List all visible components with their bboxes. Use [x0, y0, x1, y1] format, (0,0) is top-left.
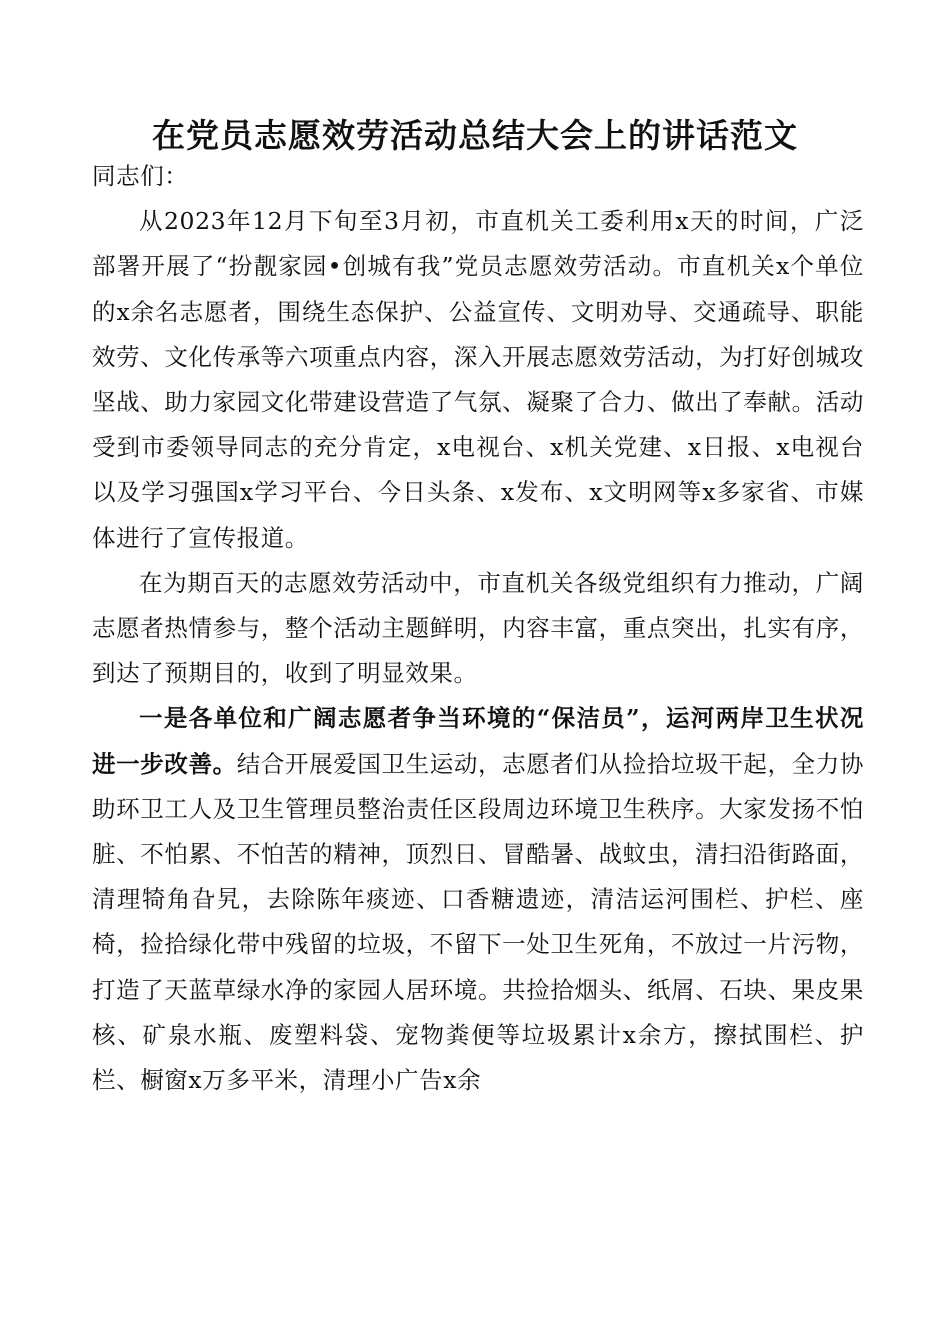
point-one-text: 结合开展爱国卫生运动，志愿者们从捡拾垃圾干起，全力协助环卫工人及卫生管理员整治责任区段周边环境卫生秩序。大家发扬不怕脏、不怕累、不怕苦的精神，顶烈日、冒酷暑、战蚊虫，清扫沿街路面，清理犄角旮旯，去除陈年痰迹、口香糖遗迹，清洁运河围栏、护栏、座椅，捡拾绿化带中残留的垃圾，不留下一处卫生死角，不放过一片污物，打造了天蓝草绿水净的家园人居环境。共捡拾烟头、纸屑、石块、果皮果核、矿泉水瓶、废塑料袋、宠物粪便等垃圾累计x余方，擦拭围栏、护栏、橱窗x万多平米，清理小广告x余	[92, 749, 864, 1095]
paragraph-point-one	[92, 696, 864, 1103]
point-one-lead: 一是各单位和广阔志愿者争当环境的“保洁员”，运河两岸卫生状况进一步改善。	[92, 704, 864, 778]
paragraph-summary: 在为期百天的志愿效劳活动中，市直机关各级党组织有力推动，广阔志愿者热情参与，整个活动主题鲜明，内容丰富，重点突出，扎实有序，到达了预期目的，收到了明显效果。	[92, 568, 864, 688]
document-title: 在党员志愿效劳活动总结大会上的讲话范文	[152, 116, 798, 155]
paragraph-intro: 从2023年12月下旬至3月初，市直机关工委利用x天的时间，广泛部署开展了“扮靓家园•创城有我”党员志愿效劳活动。市直机关x个单位的x余名志愿者，围绕生态保护、公益宣传、文明劝导、交通疏导、职能效劳、文化传承等六项重点内容，深入开展志愿效劳活动，为打好创城攻坚战、助力家园文化带建设营造了气氛、凝聚了合力、做出了奉献。活动受到市委领导同志的充分肯定，x电视台、x机关党建、x日报、x电视台以及学习强国x学习平台、今日头条、x发布、x文明网等x多家省、市媒体进行了宣传报道。	[92, 207, 864, 552]
salutation: 同志们：	[92, 162, 189, 190]
document-body	[92, 154, 864, 1103]
